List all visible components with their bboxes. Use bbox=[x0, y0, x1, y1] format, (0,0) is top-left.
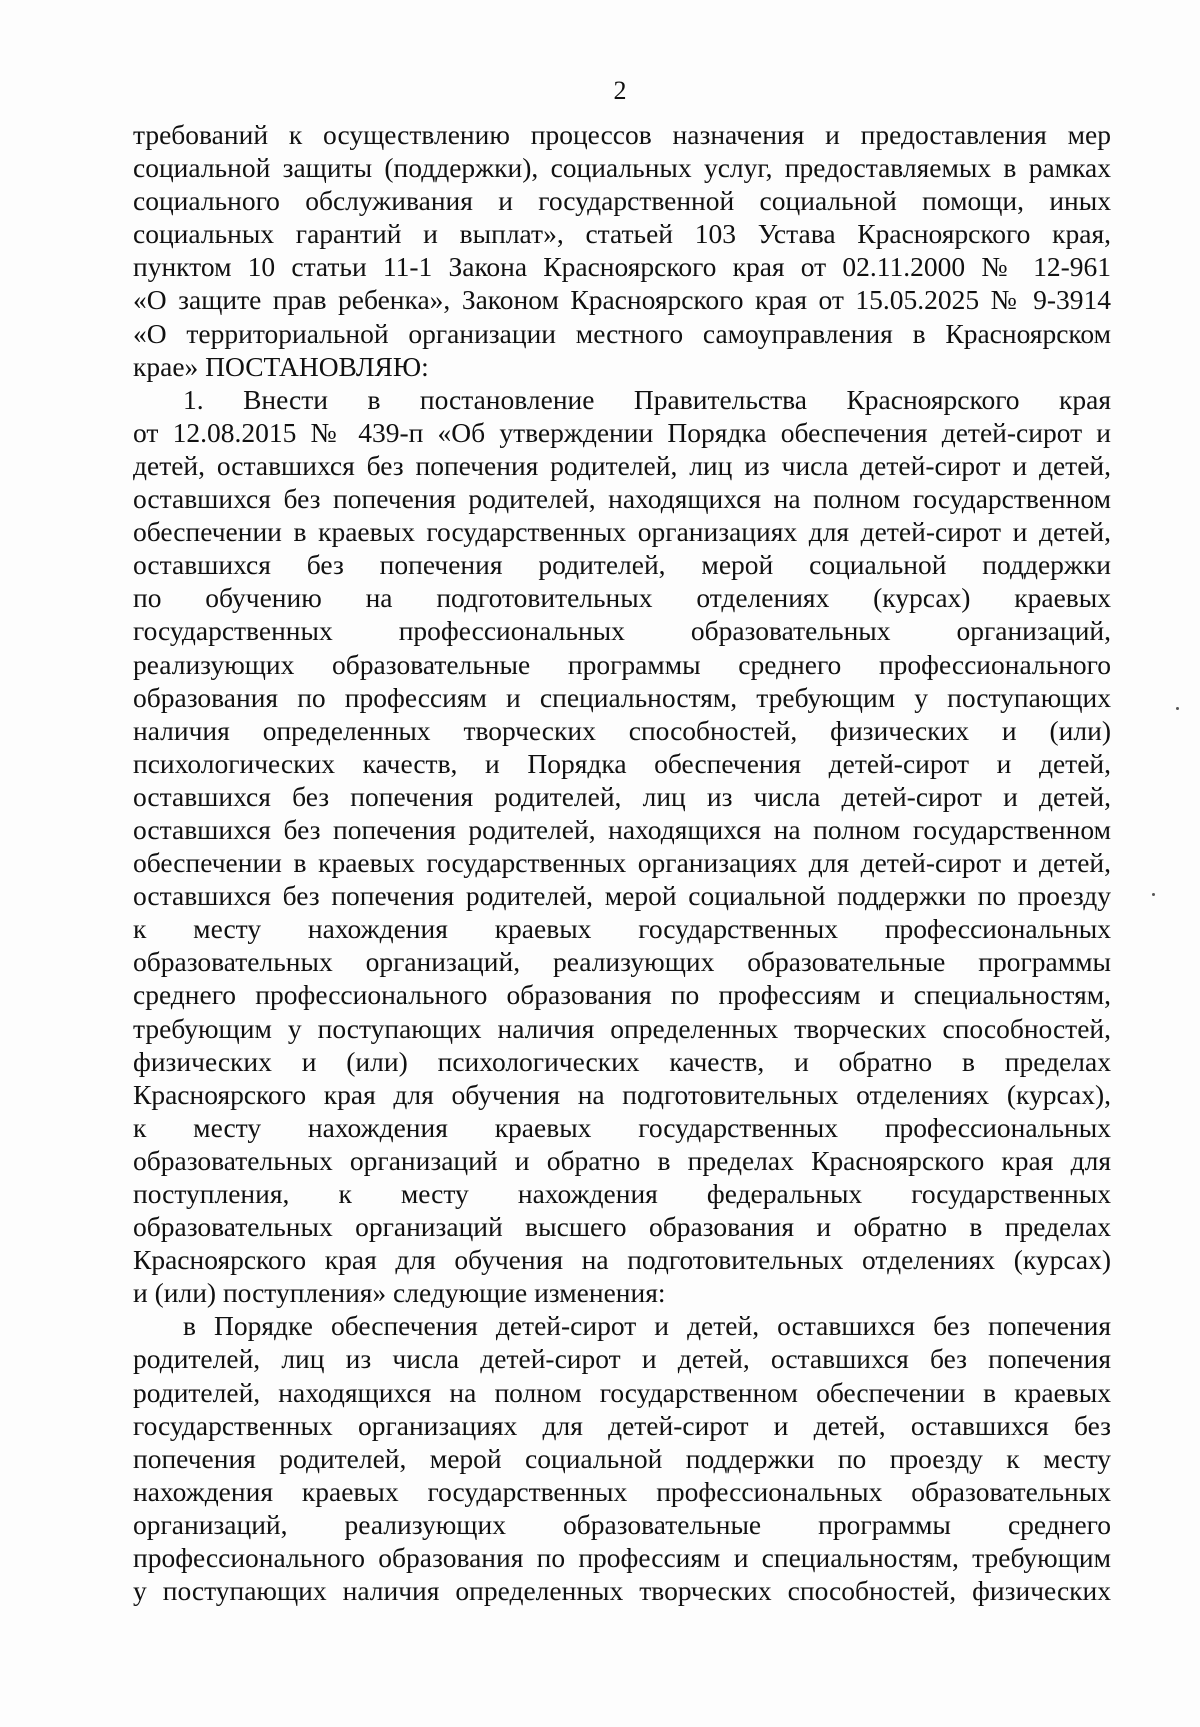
text-line: социальной защиты (поддержки), социальных услуг, предоставляемых в рамках bbox=[133, 152, 1111, 184]
text-line: Красноярского края для обучения на подготовительных отделениях (курсах) bbox=[133, 1244, 1111, 1276]
text-line: 1. Внести в постановление Правительства Красноярского края bbox=[183, 383, 1111, 415]
text-line: родителей, лиц из числа детей-сирот и детей, оставшихся без попечения bbox=[133, 1343, 1111, 1375]
text-line: оставшихся без попечения родителей, лиц из числа детей-сирот и детей, bbox=[133, 780, 1111, 812]
text-line: образовательных организаций высшего образования и обратно в пределах bbox=[133, 1211, 1111, 1243]
text-line: требующим у поступающих наличия определенных творческих способностей, bbox=[133, 1012, 1111, 1044]
text-line: оставшихся без попечения родителей, находящихся на полном государственном bbox=[133, 813, 1111, 845]
text-line: реализующих образовательные программы среднего профессионального bbox=[133, 648, 1111, 680]
text-line: профессионального образования по профессиям и специальностям, требующим bbox=[133, 1542, 1111, 1574]
text-line: образовательных организаций, реализующих образовательные программы bbox=[133, 946, 1111, 978]
text-line: пунктом 10 статьи 11-1 Закона Красноярского края от 02.11.2000 № 12-961 bbox=[133, 251, 1111, 283]
text-line: организаций, реализующих образовательные программы среднего bbox=[133, 1508, 1111, 1540]
text-line: оставшихся без попечения родителей, мерой социальной поддержки bbox=[133, 549, 1111, 581]
text-line: по обучению на подготовительных отделениях (курсах) краевых bbox=[133, 582, 1111, 614]
text-line: физических и (или) психологических качеств, и обратно в пределах bbox=[133, 1045, 1111, 1077]
text-line: к месту нахождения краевых государственных профессиональных bbox=[133, 1111, 1111, 1143]
text-line: «О защите прав ребенка», Законом Красноярского края от 15.05.2025 № 9-3914 bbox=[133, 284, 1111, 316]
text-line: в Порядке обеспечения детей-сирот и детей, оставшихся без попечения bbox=[183, 1310, 1111, 1342]
text-line: социальных гарантий и выплат», статьей 103 Устава Красноярского края, bbox=[133, 218, 1111, 250]
text-line: крае» ПОСТАНОВЛЯЮ: bbox=[133, 350, 429, 382]
text-line: от 12.08.2015 № 439-п «Об утверждении Порядка обеспечения детей-сирот и bbox=[133, 416, 1111, 448]
text-line: образовательных организаций и обратно в пределах Красноярского края для bbox=[133, 1144, 1111, 1176]
text-line: требований к осуществлению процессов назначения и предоставления мер bbox=[133, 119, 1111, 150]
text-line: и (или) поступления» следующие изменения: bbox=[133, 1277, 666, 1309]
text-line: к месту нахождения краевых государственных профессиональных bbox=[133, 913, 1111, 945]
text-line: «О территориальной организации местного самоуправления в Красноярском bbox=[133, 317, 1111, 349]
text-line: Красноярского края для обучения на подготовительных отделениях (курсах), bbox=[133, 1078, 1111, 1110]
text-line: нахождения краевых государственных профессиональных образовательных bbox=[133, 1475, 1111, 1507]
text-line: оставшихся без попечения родителей, находящихся на полном государственном bbox=[133, 483, 1111, 515]
scan-speck bbox=[1176, 707, 1179, 710]
text-line: детей, оставшихся без попечения родителей, лиц из числа детей-сирот и детей, bbox=[133, 449, 1111, 481]
text-line: обеспечении в краевых государственных организациях для детей-сирот и детей, bbox=[133, 516, 1111, 548]
scan-speck bbox=[1152, 893, 1155, 896]
text-line: оставшихся без попечения родителей, мерой социальной поддержки по проезду bbox=[133, 880, 1111, 912]
text-line: родителей, находящихся на полном государственном обеспечении в краевых bbox=[133, 1376, 1111, 1408]
text-line: попечения родителей, мерой социальной поддержки по проезду к месту bbox=[133, 1442, 1111, 1474]
text-line: психологических качеств, и Порядка обеспечения детей-сирот и детей, bbox=[133, 747, 1111, 779]
text-line: у поступающих наличия определенных творческих способностей, физических bbox=[133, 1575, 1111, 1607]
text-line: обеспечении в краевых государственных организациях для детей-сирот и детей, bbox=[133, 847, 1111, 879]
text-line: образования по профессиям и специальностям, требующим у поступающих bbox=[133, 681, 1111, 713]
text-line: социального обслуживания и государственной социальной помощи, иных bbox=[133, 185, 1111, 217]
text-line: государственных организациях для детей-сирот и детей, оставшихся без bbox=[133, 1409, 1111, 1441]
document-body bbox=[133, 118, 1111, 1607]
text-line: наличия определенных творческих способностей, физических и (или) bbox=[133, 714, 1111, 746]
text-line: среднего профессионального образования по профессиям и специальностям, bbox=[133, 979, 1111, 1011]
text-line: поступления, к месту нахождения федеральных государственных bbox=[133, 1178, 1111, 1209]
text-line: государственных профессиональных образовательных организаций, bbox=[133, 615, 1111, 647]
page-number: 2 bbox=[613, 76, 627, 105]
